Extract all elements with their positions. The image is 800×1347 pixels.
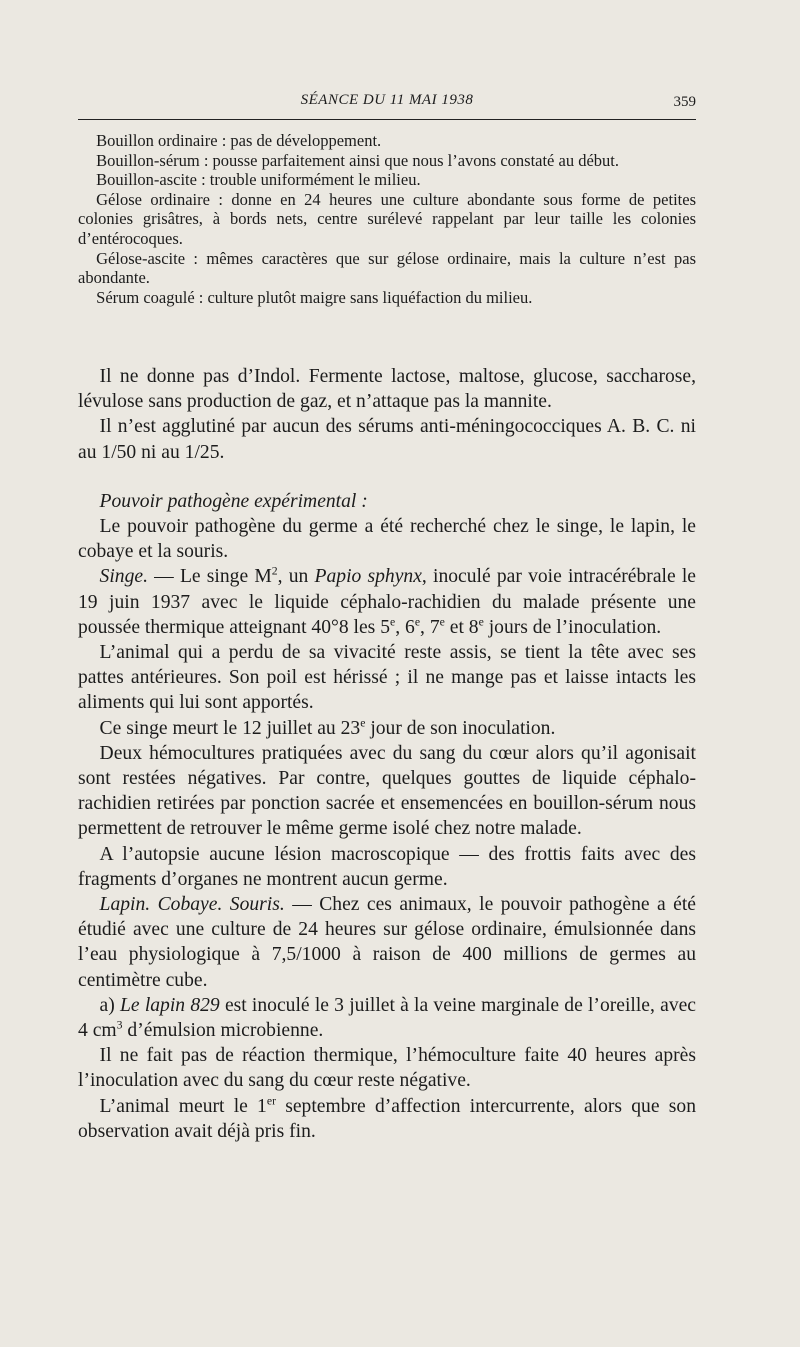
- running-title: SÉANCE DU 11 MAI 1938: [300, 92, 474, 108]
- text-run: — Le singe M: [147, 566, 272, 588]
- text-run: septembre d’affection intercurrente, alors que son observation avait déjà pris fin.: [78, 1095, 696, 1142]
- agglutination-paragraph: Il n’est agglutiné par aucun des sérums anti-méningococciques A. B. C. ni au 1/50 ni au 1/25.: [78, 416, 696, 463]
- autopsy-paragraph: A l’autopsie aucune lésion macroscopique — des frottis faits avec des fragments d’organes ne montrent aucun germe.: [78, 843, 696, 890]
- lapin-paragraph: [78, 892, 696, 993]
- superscript: 2: [271, 564, 278, 578]
- header-rule: [78, 119, 696, 120]
- biochem-paragraph: Il ne donne pas d’Indol. Fermente lactose, maltose, glucose, saccharose, lévulose sans production de gaz, et n’attaque pas la mannite.: [78, 366, 696, 413]
- superscript: e: [439, 615, 445, 629]
- text-run: , 7: [420, 616, 440, 638]
- species-name: Papio sphynx: [314, 566, 422, 588]
- section-heading-text: Pouvoir pathogène expérimental :: [99, 490, 368, 512]
- page-number: 359: [673, 94, 696, 110]
- text-run: , 6: [395, 616, 415, 638]
- culture-line: Sérum coagulé : culture plutôt maigre sans liquéfaction du milieu.: [96, 287, 533, 307]
- text-run: et 8: [444, 616, 479, 638]
- text-run: jours de l’inoculation.: [483, 616, 662, 638]
- superscript: er: [266, 1094, 276, 1108]
- animal-paragraph: L’animal qui a perdu de sa vivacité reste assis, se tient la tête avec ses pattes antérieures. Son poil est hérissé ; il ne mange pas et laisse intacts les aliments qui lui sont apportés.: [78, 642, 696, 714]
- experiment-a-label: Le lapin 829: [120, 994, 220, 1016]
- text-run: jour de son inoculation.: [365, 717, 556, 739]
- text-run: , un: [277, 566, 315, 588]
- culture-line: Bouillon-sérum : pousse parfaitement ainsi que nous l’avons constaté au début.: [96, 150, 619, 170]
- text-run: est inoculé le 3 juillet à la veine marginale de l’oreille, avec 4 cm: [78, 994, 697, 1042]
- death-paragraph: [78, 716, 696, 741]
- intro-paragraph: Le pouvoir pathogène du germe a été recherché chez le singe, le lapin, le cobaye et la souris.: [78, 516, 696, 563]
- superscript: 3: [116, 1018, 123, 1032]
- main-text: [78, 364, 696, 1144]
- culture-results: [78, 131, 696, 307]
- text-run: L’animal meurt le 1: [99, 1095, 267, 1117]
- final-paragraph: [78, 1094, 696, 1144]
- spacer: [78, 465, 696, 489]
- text-run: d’émulsion microbienne.: [122, 1020, 324, 1042]
- thermal-paragraph: Il ne fait pas de réaction thermique, l’hémoculture faite 40 heures après l’inoculation avec du sang du cœur reste négative.: [78, 1045, 696, 1092]
- singe-label: Singe.: [99, 566, 148, 588]
- section-heading: [78, 489, 696, 514]
- superscript: e: [478, 615, 484, 629]
- text-run: Ce singe meurt le 12 juillet au 23: [99, 717, 361, 739]
- culture-line: Gélose ordinaire : donne en 24 heures une culture abondante sous forme de petites colonies grisâtres, à bords nets, centre surélevé rappelant par leur taille les colonies d’entérocoques.: [78, 189, 696, 248]
- culture-line: Bouillon-ascite : trouble uniformément le milieu.: [96, 170, 421, 190]
- superscript: e: [390, 615, 396, 629]
- superscript: e: [360, 716, 366, 730]
- text-run: , inoculé par voie intracérébrale le 19 juin 1937 avec le liquide céphalo-rachidien du malade présente une poussée thermique atteignant 40°8 les 5: [78, 566, 696, 638]
- text-run: a): [99, 994, 120, 1016]
- superscript: e: [414, 615, 421, 629]
- page-header: [78, 92, 696, 122]
- singe-paragraph: [78, 564, 696, 640]
- culture-line: Bouillon ordinaire : pas de développement.: [96, 131, 382, 150]
- experiment-a-paragraph: [78, 993, 696, 1043]
- culture-line: Gélose-ascite : mêmes caractères que sur gélose ordinaire, mais la culture n’est pas abondante.: [78, 248, 696, 288]
- text-run: — Chez ces animaux, le pouvoir pathogène a été étudié avec une culture de 24 heures sur gélose ordinaire, émulsionnée dans l’eau physiologique à 7,5/1000 à raison de 400 millions de germes au centimètre cube.: [78, 894, 696, 991]
- lapin-label: Lapin. Cobaye. Souris.: [99, 894, 285, 916]
- hemoculture-paragraph: Deux hémocultures pratiquées avec du sang du cœur alors qu’il agonisait sont restées négatives. Par contre, quelques gouttes de liquide céphalo-rachidien retirées par ponction sacrée et ensemencées en bouillon-sérum nous permettent de retrouver le même germe isolé chez notre malade.: [78, 742, 696, 840]
